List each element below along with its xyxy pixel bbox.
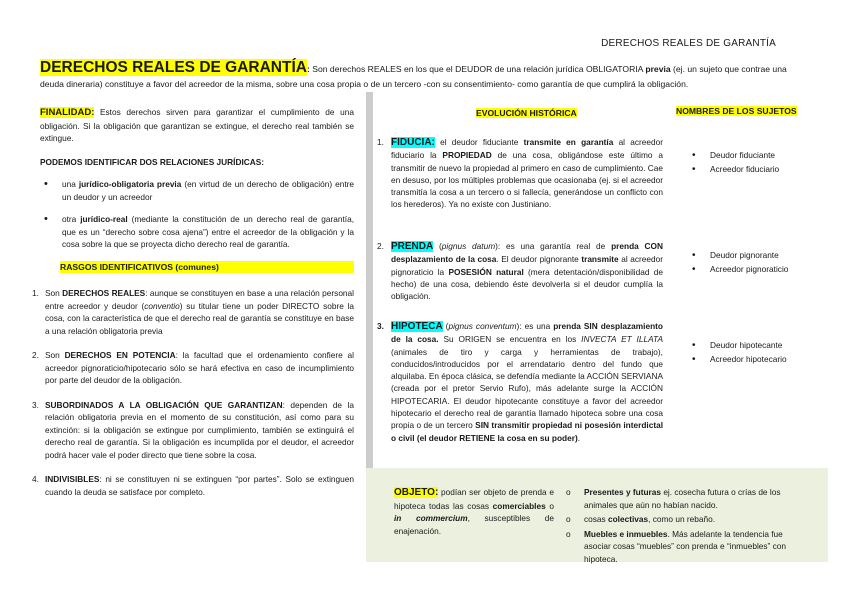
nombres-column [676,106,836,364]
item-text: . [577,432,581,443]
prenda-label: PRENDA [391,241,434,252]
main-title: DERECHOS REALES DE GARANTÍA [40,59,307,76]
objeto-label: OBJETO: [394,487,439,498]
item-bold-italic: in commercium [394,513,468,523]
hipoteca-item [377,320,663,444]
item-number: 2. [32,350,39,360]
item-bold: DERECHOS EN POTENCIA [64,350,176,360]
hipoteca-sujetos [692,339,787,366]
intro-paragraph [40,60,810,92]
intro-text-end: (ej. un sujeto que contrae una deuda dineraria) constituye a favor del acreedor de la misma, sobre una cosa propia o de un tercero -con su consentimiento- como garantía de que cumplirá la obligación. [40,64,787,89]
item-text: o [545,500,554,511]
item-text: (en virtud de un derecho de obligación) entre un deudor y un acreedor [62,179,355,202]
item-text: el deudor fiduciante [434,137,524,147]
list-item: • Acreedor pignoraticio [692,263,788,277]
item-number: 3. [377,321,384,331]
list-item [32,287,354,337]
item-text: podían ser objeto de prenda e hipoteca todas las cosas [394,487,554,511]
item-text: Son [45,350,65,360]
left-column [32,106,355,510]
item-text: , susceptibles de enajenación. [394,513,554,536]
prenda-item [377,240,663,302]
list-item: • Deudor hipotecante [692,339,787,353]
list-item [40,178,354,203]
document-header: DERECHOS REALES DE GARANTÍA [601,38,776,49]
item-text: (animales de tiro y carga y herramientas de trabajo), conducidos/introducidos por el arrendatario dentro del fundo que alquilaba. En época clásica, se defendía mediante la ACCIÓN SERVIANA (creada por el pretor Servio Rufo), más adelante surge la ACCIÓN HIPOTECARIA. El deudor hipotecante constituye a favor del acreedor hipotecario el derecho real de garantía llamado hipoteca sobre una cosa propia o de un tercero [391,346,663,431]
finalidad-text: Estos derechos sirven para garantizar el cumplimiento de una obligación. Si la obligación que garantizan se extingue, el derecho real también se extingue. [40,107,354,143]
item-italic: pignus conventum [448,321,517,331]
relaciones-list [40,178,354,251]
objeto-list [566,486,806,567]
fiducia-item [377,136,663,211]
fiducia-label: FIDUCIA: [391,137,435,148]
item-text: : ni se constituyen ni se extinguen “por partes”. Solo se extinguen cuando la deuda se satisface por completo. [45,474,354,497]
item-text: de una cosa, obligándose este último a transmitir de nuevo la propiedad al primero en caso de cumplimiento. Cae en desuso, por los múltiples problemas que ocasionaba (ej. si el acreedor transmitía la cosa a un tercero o si fallecía, generándose un conflicto con los herederos). Ya no existe con Justiniano. [391,150,663,210]
objeto-paragraph [394,486,554,537]
item-text: . El deudor pignorante [496,254,582,265]
list-item [566,528,806,566]
item-number: 1. [377,137,384,147]
item-text: (mera detentación/disponibilidad de hecho) de una cosa, debiendo éste devolverla si el deudor cumplía la obligación. [391,266,663,302]
list-item [32,473,354,498]
list-item [32,399,354,462]
intro-bold: previa [645,64,671,74]
item-bold: Muebles e inmuebles [584,528,668,539]
relaciones-heading: PODEMOS IDENTIFICAR DOS RELACIONES JURÍDICAS: [40,156,265,167]
list-item [566,513,806,526]
item-bold: POSESIÓN natural [448,266,524,277]
item-text: ): es una [516,321,554,331]
title-colon: : [306,64,310,74]
item-text: ( [442,321,449,331]
item-bold: colectivas [607,514,649,524]
item-bold: jurídico-obligatoria previa [78,179,182,189]
intro-text: Son derechos REALES en los que el DEUDOR de una relación jurídica OBLIGATORIA [309,64,646,74]
fiducia-sujetos [692,149,779,176]
item-text: Son [45,288,63,298]
item-bold: Presentes y futuras [584,487,662,497]
item-text: ): es una garantía real de [495,241,612,251]
evolucion-column [366,92,669,468]
item-bold: jurídico-real [80,214,128,224]
item-text: una [62,179,79,189]
item-bold: SUBORDINADOS A LA OBLIGACIÓN QUE GARANTIZAN [45,399,283,410]
item-number: 1. [32,288,39,298]
item-bold: DERECHOS REALES [62,288,146,298]
item-bold: INDIVISIBLES [45,474,100,484]
item-bold: prenda SIN desplazamiento de la cosa. [391,321,663,345]
finalidad-paragraph [40,106,354,145]
item-text: . Más adelante la tendencia fue asociar cosas “muebles” con prenda e “inmuebles” con hipoteca. [584,528,786,564]
list-item [32,349,354,387]
item-text: : la facultad que el ordenamiento confiere al acreedor pignoraticio/hipotecario sólo se hará efectiva en caso de incumplimiento por parte del deudor de la obligación. [45,350,354,385]
item-text: otra [62,214,81,224]
item-text: ) su titular tiene un poder DIRECTO sobre la cosa, con la característica de que el derecho real de garantía se constituye en base a una relación obligatoria previa [45,300,354,336]
item-bold: SIN transmitir propiedad ni posesión interdictal o civil (el deudor RETIENE la cosa en su poder) [391,420,663,443]
item-bold: comerciables [492,500,546,511]
list-item: • Acreedor fiduciario [692,163,779,177]
item-text: cosas [584,514,608,524]
item-text: : dependen de la relación obligatoria previa en el momento de su constitución, así como para su extinción: si la obligación se extingue por cumplimiento, también se extinguirá el derecho real de garantía. Si la obligación es incumplida por el deudor, el acreedor podrá hacer vale el poder directo que tiene sobre la cosa. [45,399,354,460]
item-text: Su ORIGEN se encuentra en los [438,334,582,345]
item-text: : aunque se constituyen en base a una relación personal entre acreedor y deudor ( [45,288,355,311]
item-italic: conventio [144,300,180,311]
item-number: 2. [377,241,384,251]
item-bold: transmite en garantía [523,137,614,147]
item-text: , como un rebaño. [648,514,716,524]
item-number: 3. [32,399,39,410]
item-italic: INVECTA ET ILLATA [581,334,663,345]
item-number: 4. [32,474,39,484]
item-text: al acreedor pignoraticio la [391,254,663,277]
item-italic: pignus datum [441,241,496,251]
finalidad-label: FINALIDAD: [40,107,95,118]
rasgos-title: RASGOS IDENTIFICATIVOS (comunes) [60,261,354,274]
list-item [566,486,806,511]
objeto-box [366,468,828,562]
list-item: • Deudor pignorante [692,249,788,263]
item-text: (mediante la constitución de un derecho real de garantía, que es un “derecho sobre cosa ajena”) entre el acreedor de la obligación y la cosa sobre la que se proyecta dicho derecho real de garantía. [62,214,355,249]
item-bold: transmite [581,254,619,265]
prenda-sujetos [692,249,788,276]
list-item: • Deudor fiduciante [692,149,779,163]
evolucion-title: EVOLUCIÓN HISTÓRICA [476,108,577,118]
rasgos-list [32,287,355,498]
item-text: al acreedor fiduciario la [391,137,663,161]
list-item: • Acreedor hipotecario [692,353,787,367]
item-text: ( [433,241,442,251]
list-item [40,213,354,251]
item-bold: prenda CON desplazamiento de la cosa [391,241,663,265]
item-text: ej. cosecha futura o crías de los animales que aún no habían nacido. [584,487,781,510]
nombres-title: NOMBRES DE LOS SUJETOS [676,106,797,116]
item-bold: PROPIEDAD [442,150,492,161]
hipoteca-label: HIPOTECA [391,321,443,332]
